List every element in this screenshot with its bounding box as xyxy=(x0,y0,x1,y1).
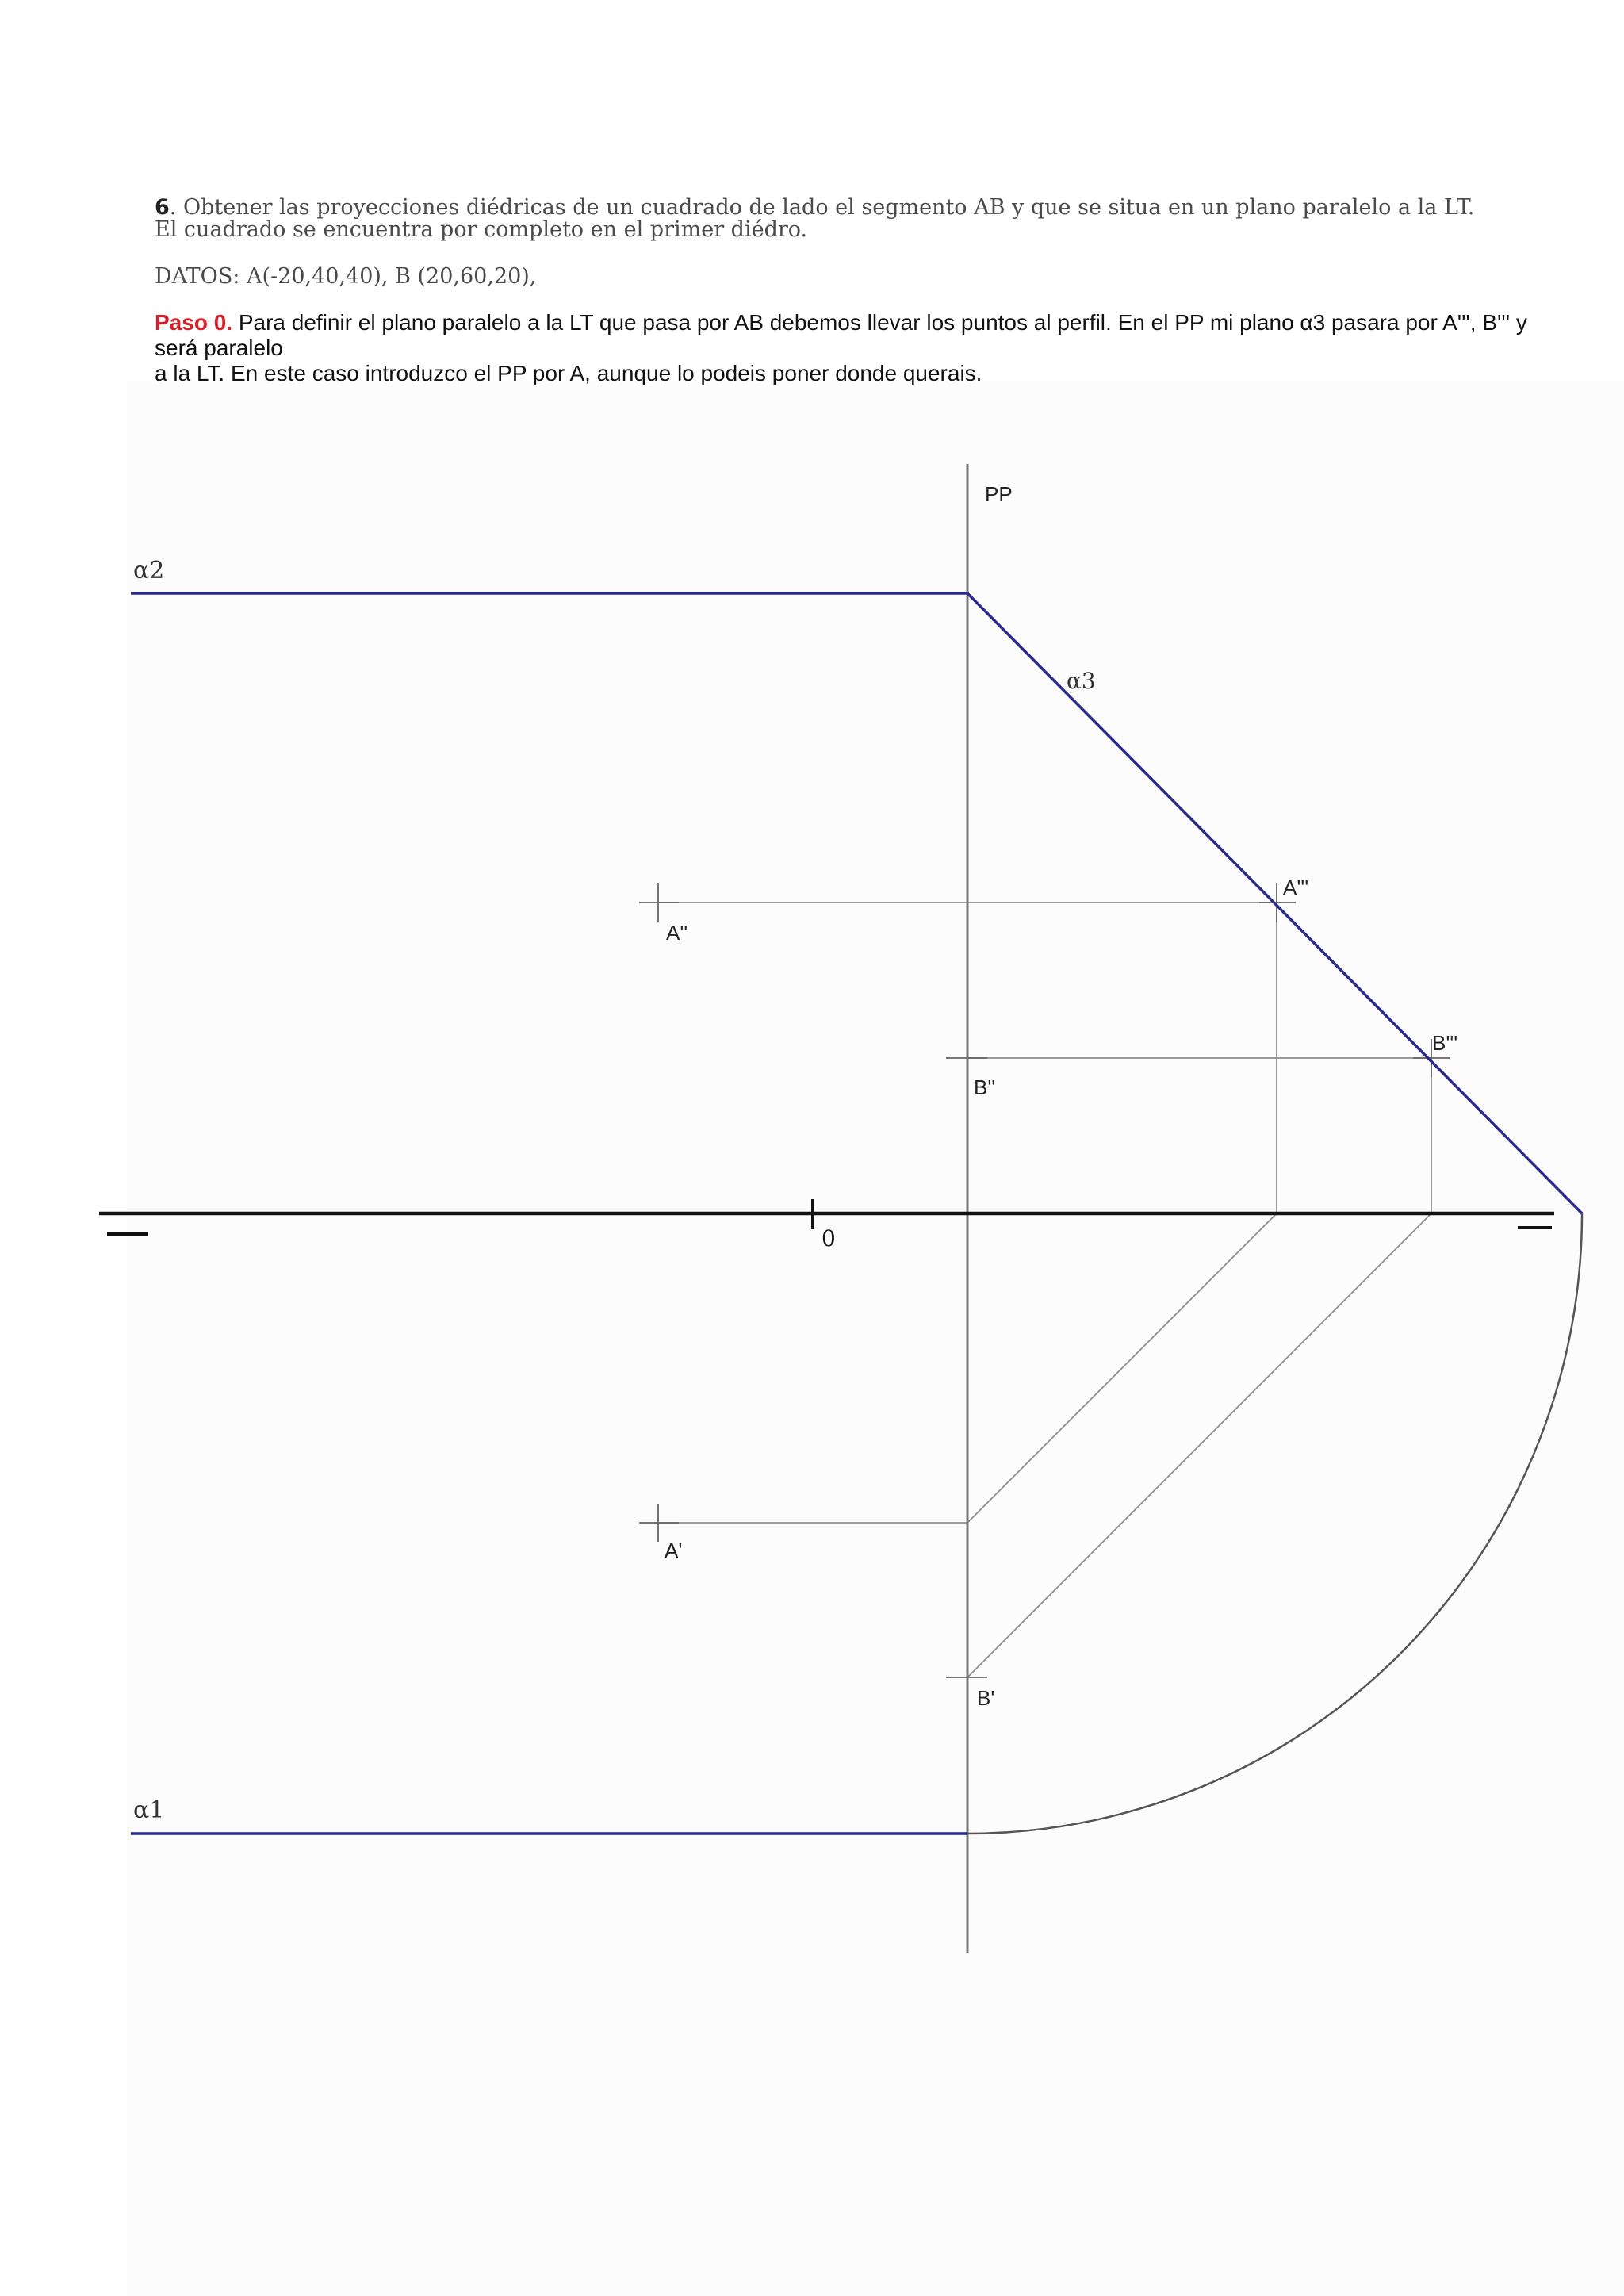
problem-line-2: El cuadrado se encuentra por completo en el primer diédro. xyxy=(155,217,808,242)
step-label: Paso 0. xyxy=(155,310,233,335)
rotation-arc xyxy=(967,1213,1582,1834)
step-text-1: Para definir el plano paralelo a la LT que pasa por AB debemos llevar los puntos al perfil. En el PP mi plano α3 pasara por A''', B''' y será paralelo xyxy=(155,310,1527,360)
label-b-profile: B''' xyxy=(1432,1031,1458,1055)
label-pp: PP xyxy=(985,482,1013,506)
point-ticks xyxy=(639,883,1450,1677)
data-line: DATOS: A(-20,40,40), B (20,60,20), xyxy=(155,264,537,289)
label-origin: 0 xyxy=(822,1225,836,1251)
step-text-2: a la LT. En este caso introduzco el PP por A, aunque lo podeis poner donde querais. xyxy=(155,361,982,385)
label-alpha3: α3 xyxy=(1067,668,1096,694)
trace-alpha3 xyxy=(967,593,1582,1213)
a-fold-diagonal xyxy=(967,1213,1277,1523)
label-a-profile: A''' xyxy=(1283,876,1309,899)
b-fold-diagonal xyxy=(967,1213,1431,1677)
construction-lines xyxy=(658,903,1431,1677)
label-alpha2: α2 xyxy=(133,557,165,585)
label-b-vertical: B'' xyxy=(974,1075,996,1099)
label-b-horizontal: B' xyxy=(977,1686,995,1710)
label-a-vertical: A'' xyxy=(666,921,688,945)
problem-line-1: . Obtener las proyecciones diédricas de un cuadrado de lado el segmento AB y que se situa en un plano paralelo a la LT. xyxy=(169,195,1475,220)
label-alpha1: α1 xyxy=(133,1796,165,1824)
problem-number: 6 xyxy=(155,195,170,220)
label-a-horizontal: A' xyxy=(665,1539,683,1562)
